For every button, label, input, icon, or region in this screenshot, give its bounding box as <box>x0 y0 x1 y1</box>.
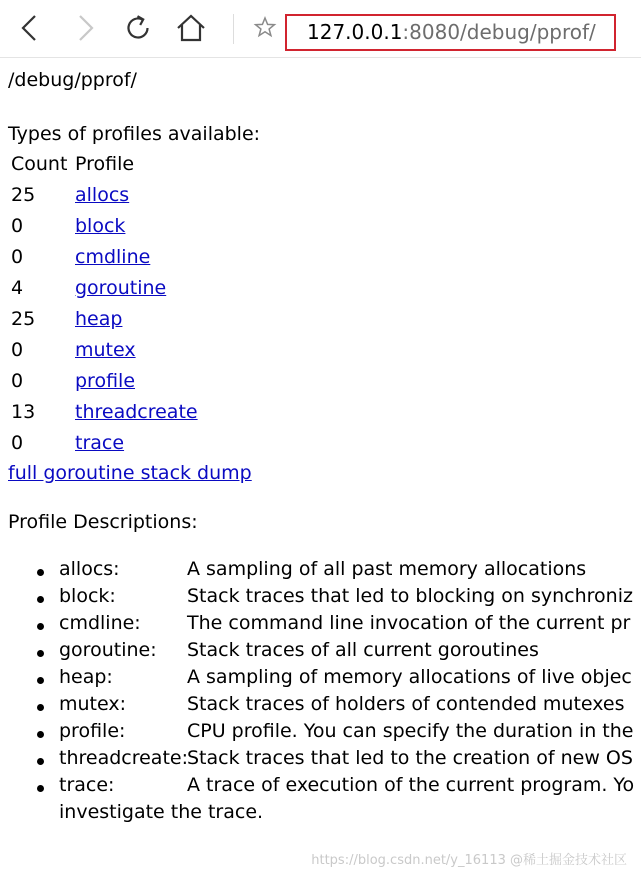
address-bar[interactable] <box>285 14 616 51</box>
description-name: profile: <box>59 720 126 742</box>
description-name: goroutine: <box>59 639 157 661</box>
list-item <box>0 693 641 720</box>
description-text: Stack traces of all current goroutines <box>187 639 539 661</box>
description-text: CPU profile. You can specify the duration in the <box>187 720 634 742</box>
bullet-icon <box>37 758 44 765</box>
description-name: block: <box>59 585 116 607</box>
descriptions-heading: Profile Descriptions: <box>8 511 198 533</box>
list-item <box>0 612 641 639</box>
back-icon <box>12 10 48 46</box>
bullet-icon <box>37 650 44 657</box>
description-continuation: investigate the trace. <box>59 801 264 823</box>
bullet-icon <box>37 731 44 738</box>
description-text: The command line invocation of the current pr <box>187 612 631 634</box>
list-item <box>0 666 641 693</box>
count-header: Count <box>11 153 68 175</box>
count-cell: 0 <box>11 432 24 454</box>
count-cell: 13 <box>11 401 36 423</box>
list-item <box>0 747 641 774</box>
bullet-icon <box>37 704 44 711</box>
bullet-icon <box>37 569 44 576</box>
bullet-icon <box>37 596 44 603</box>
bullet-icon <box>37 677 44 684</box>
toolbar-divider <box>233 14 234 44</box>
count-cell: 0 <box>11 246 24 268</box>
types-heading: Types of profiles available: <box>8 123 261 145</box>
url-path: :8080/debug/pprof/ <box>402 20 596 44</box>
count-cell: 4 <box>11 277 24 299</box>
reload-icon <box>120 10 156 46</box>
forward-icon <box>67 10 103 46</box>
profile-link-goroutine[interactable]: goroutine <box>75 277 167 299</box>
list-item <box>0 720 641 747</box>
full-goroutine-dump-link[interactable]: full goroutine stack dump <box>8 462 252 484</box>
description-text: Stack traces of holders of contended mutexes <box>187 693 625 715</box>
description-text: Stack traces that led to the creation of new OS <box>187 747 633 769</box>
description-name: threadcreate: <box>59 747 188 769</box>
profile-link-heap[interactable]: heap <box>75 308 123 330</box>
description-text: Stack traces that led to blocking on synchroniz <box>187 585 633 607</box>
description-text: A sampling of memory allocations of live objec <box>187 666 632 688</box>
profile-link-allocs[interactable]: allocs <box>75 184 130 206</box>
description-name: heap: <box>59 666 113 688</box>
page-heading: /debug/pprof/ <box>8 69 137 91</box>
home-icon <box>173 10 209 46</box>
description-name: cmdline: <box>59 612 141 634</box>
star-icon <box>249 10 285 46</box>
description-name: trace: <box>59 774 115 796</box>
home-button[interactable] <box>173 10 209 46</box>
list-item <box>0 585 641 612</box>
url-host: 127.0.0.1 <box>307 20 403 44</box>
profile-header: Profile <box>75 153 135 175</box>
profile-link-trace[interactable]: trace <box>75 432 125 454</box>
bookmark-button[interactable] <box>249 10 285 46</box>
list-item <box>0 774 641 828</box>
description-text: A sampling of all past memory allocations <box>187 558 587 580</box>
description-text: A trace of execution of the current program. Yo <box>187 774 635 796</box>
count-cell: 0 <box>11 215 24 237</box>
profile-link-mutex[interactable]: mutex <box>75 339 136 361</box>
count-cell: 0 <box>11 339 24 361</box>
description-name: mutex: <box>59 693 127 715</box>
profile-link-profile[interactable]: profile <box>75 370 136 392</box>
list-item <box>0 558 641 585</box>
forward-button[interactable] <box>67 10 103 46</box>
description-name: allocs: <box>59 558 120 580</box>
bullet-icon <box>37 623 44 630</box>
list-item <box>0 639 641 666</box>
watermark: https://blog.csdn.net/y_16113 @稀土掘金技术社区 <box>311 853 627 868</box>
profile-link-block[interactable]: block <box>75 215 126 237</box>
bullet-icon <box>37 785 44 792</box>
count-cell: 25 <box>11 184 36 206</box>
browser-toolbar <box>0 0 641 58</box>
profile-link-threadcreate[interactable]: threadcreate <box>75 401 198 423</box>
descriptions-list <box>0 558 641 828</box>
back-button[interactable] <box>12 10 48 46</box>
count-cell: 25 <box>11 308 36 330</box>
count-cell: 0 <box>11 370 24 392</box>
reload-button[interactable] <box>120 10 156 46</box>
profile-link-cmdline[interactable]: cmdline <box>75 246 151 268</box>
